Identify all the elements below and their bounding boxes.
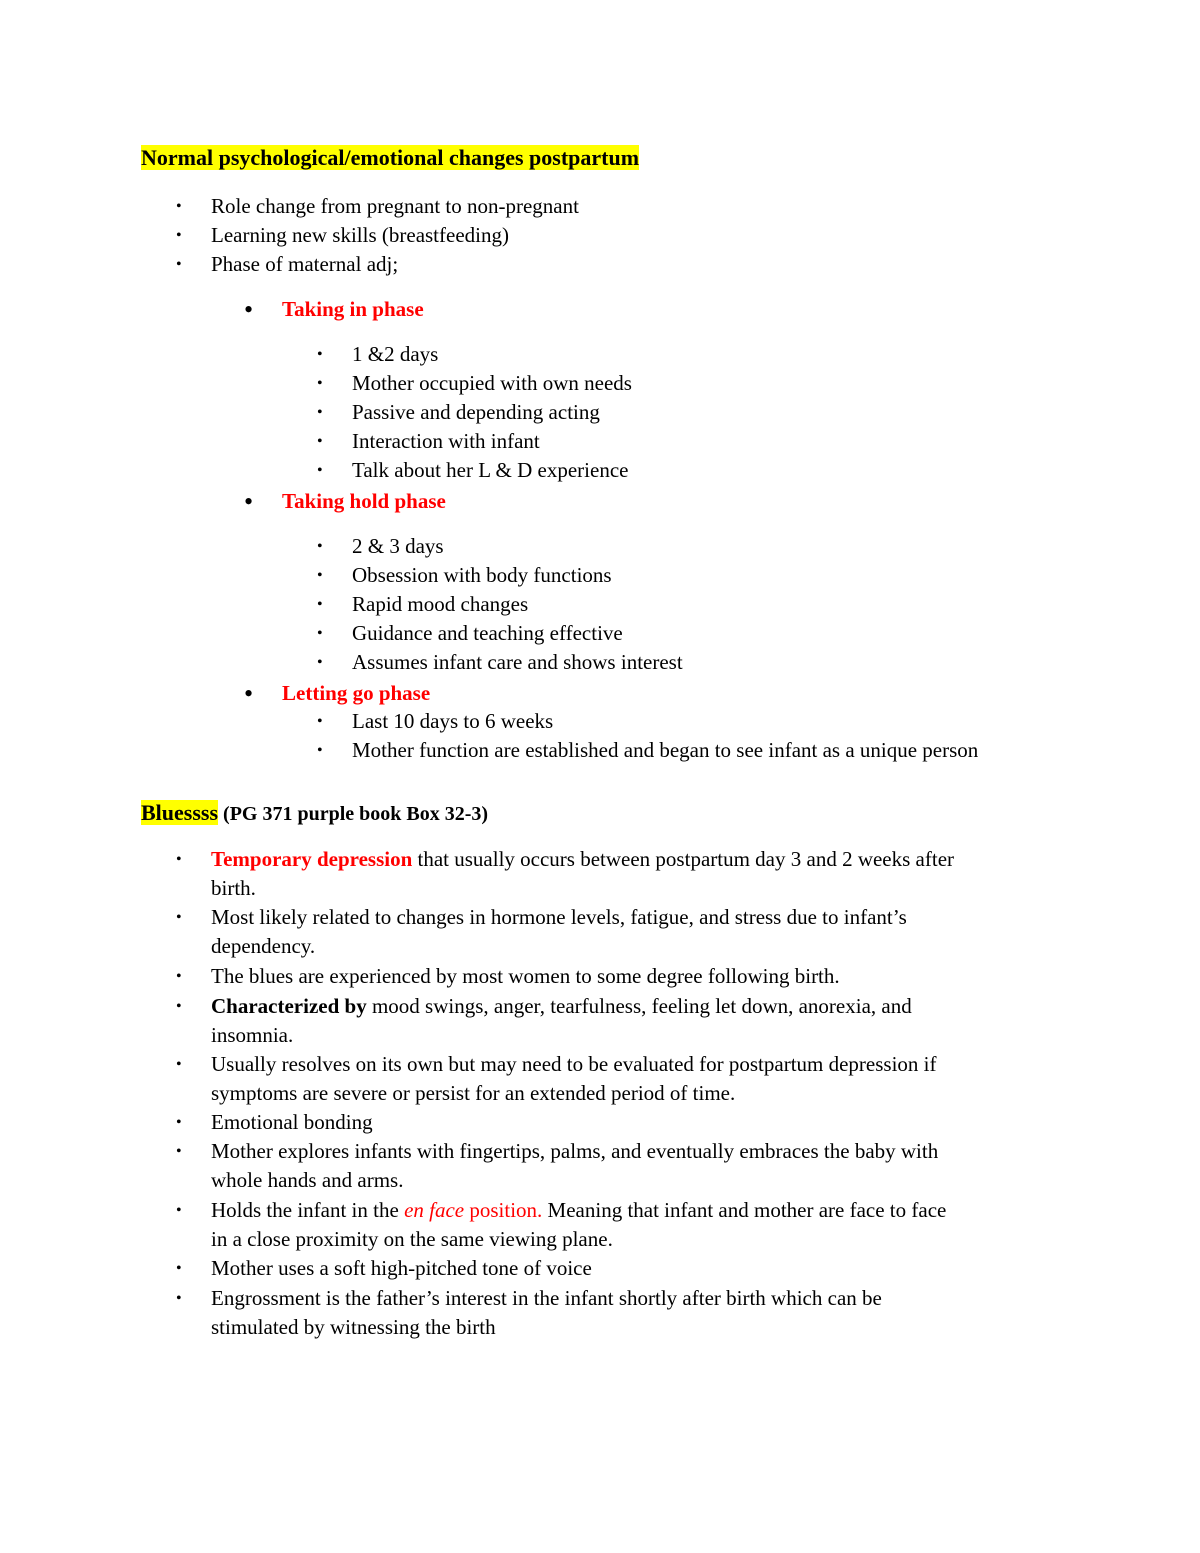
list-item: Mother occupied with own needs: [352, 371, 632, 395]
list-item: Emotional bonding: [211, 1110, 373, 1134]
bullet-marker: •: [176, 851, 182, 868]
list-item: Learning new skills (breastfeeding): [211, 223, 509, 247]
temporary-depression-term: Temporary depression: [211, 847, 413, 871]
list-item-continuation: whole hands and arms.: [211, 1168, 404, 1192]
list-item: Mother uses a soft high-pitched tone of voice: [211, 1256, 592, 1280]
list-item: Usually resolves on its own but may need to be evaluated for postpartum depression if: [211, 1052, 937, 1076]
list-item: Engrossment is the father’s interest in the infant shortly after birth which can be: [211, 1286, 882, 1310]
bullet-marker: •: [317, 713, 323, 730]
bullet-marker: •: [176, 1202, 182, 1219]
bullet-marker: •: [176, 198, 182, 215]
list-item-continuation: birth.: [211, 876, 256, 900]
bullet-marker: •: [176, 227, 182, 244]
bullet-marker: •: [176, 1056, 182, 1073]
list-item-continuation: in a close proximity on the same viewing plane.: [211, 1227, 613, 1251]
phase-heading-taking-hold: Taking hold phase: [282, 489, 446, 513]
bullet-marker: •: [317, 654, 323, 671]
bullet-marker: •: [176, 998, 182, 1015]
bullet-marker: •: [317, 742, 323, 759]
list-item: Passive and depending acting: [352, 400, 600, 424]
list-item-continuation: insomnia.: [211, 1023, 294, 1047]
bullet-marker: •: [317, 433, 323, 450]
list-item: Holds the infant in the en face position. Meaning that infant and mother are face to face: [211, 1198, 947, 1222]
list-item: Temporary depression that usually occurs between postpartum day 3 and 2 weeks after: [211, 847, 955, 871]
bullet-marker: •: [317, 346, 323, 363]
list-item: Role change from pregnant to non-pregnant: [211, 194, 579, 218]
bullet-marker: •: [317, 462, 323, 479]
list-item: Phase of maternal adj;: [211, 252, 399, 276]
list-item: Most likely related to changes in hormone levels, fatigue, and stress due to infant’s: [211, 905, 907, 929]
bullet-marker: •: [317, 596, 323, 613]
bullet-marker: •: [176, 909, 182, 926]
characterized-by-term: Characterized by: [211, 994, 367, 1018]
bullet-marker: •: [176, 1143, 182, 1160]
bullet-marker: •: [176, 1114, 182, 1131]
list-item: Mother explores infants with fingertips, palms, and eventually embraces the baby with: [211, 1139, 939, 1163]
blues-title: Bluessss: [141, 800, 219, 825]
list-item: The blues are experienced by most women to some degree following birth.: [211, 964, 840, 988]
bullet-marker: •: [317, 375, 323, 392]
section-heading-blues: [141, 799, 488, 828]
bullet-marker: •: [317, 404, 323, 421]
bullet-marker: •: [317, 625, 323, 642]
list-item: Last 10 days to 6 weeks: [352, 709, 554, 733]
list-item: Talk about her L & D experience: [352, 458, 629, 482]
list-item: Characterized by mood swings, anger, tearfulness, feeling let down, anorexia, and: [211, 994, 912, 1018]
phase-heading-taking-in: Taking in phase: [282, 297, 424, 321]
list-item-continuation: symptoms are severe or persist for an extended period of time.: [211, 1081, 736, 1105]
en-face-term: en face: [404, 1198, 465, 1222]
phase-heading-letting-go: Letting go phase: [282, 681, 431, 705]
section-heading-normal-changes: Normal psychological/emotional changes postpartum: [141, 145, 640, 170]
list-item: Obsession with body functions: [352, 563, 612, 587]
list-item: Mother function are established and began to see infant as a unique person: [352, 738, 979, 762]
bullet-marker: •: [317, 567, 323, 584]
list-item: 2 & 3 days: [352, 534, 444, 558]
bullet-marker: •: [176, 1260, 182, 1277]
bullet-marker: •: [317, 538, 323, 555]
list-item: Guidance and teaching effective: [352, 621, 623, 645]
list-item-continuation: dependency.: [211, 934, 316, 958]
bullet-marker: •: [176, 968, 182, 985]
bullet-marker: •: [244, 679, 254, 708]
list-item: Assumes infant care and shows interest: [352, 650, 683, 674]
bullet-marker: •: [244, 295, 254, 324]
list-item: 1 &2 days: [352, 342, 439, 366]
bullet-marker: •: [176, 256, 182, 273]
list-item-continuation: stimulated by witnessing the birth: [211, 1315, 496, 1339]
blues-reference: (PG 371 purple book Box 32-3): [218, 803, 489, 825]
list-item: Interaction with infant: [352, 429, 540, 453]
list-item: Rapid mood changes: [352, 592, 529, 616]
bullet-marker: •: [244, 487, 254, 516]
bullet-marker: •: [176, 1290, 182, 1307]
